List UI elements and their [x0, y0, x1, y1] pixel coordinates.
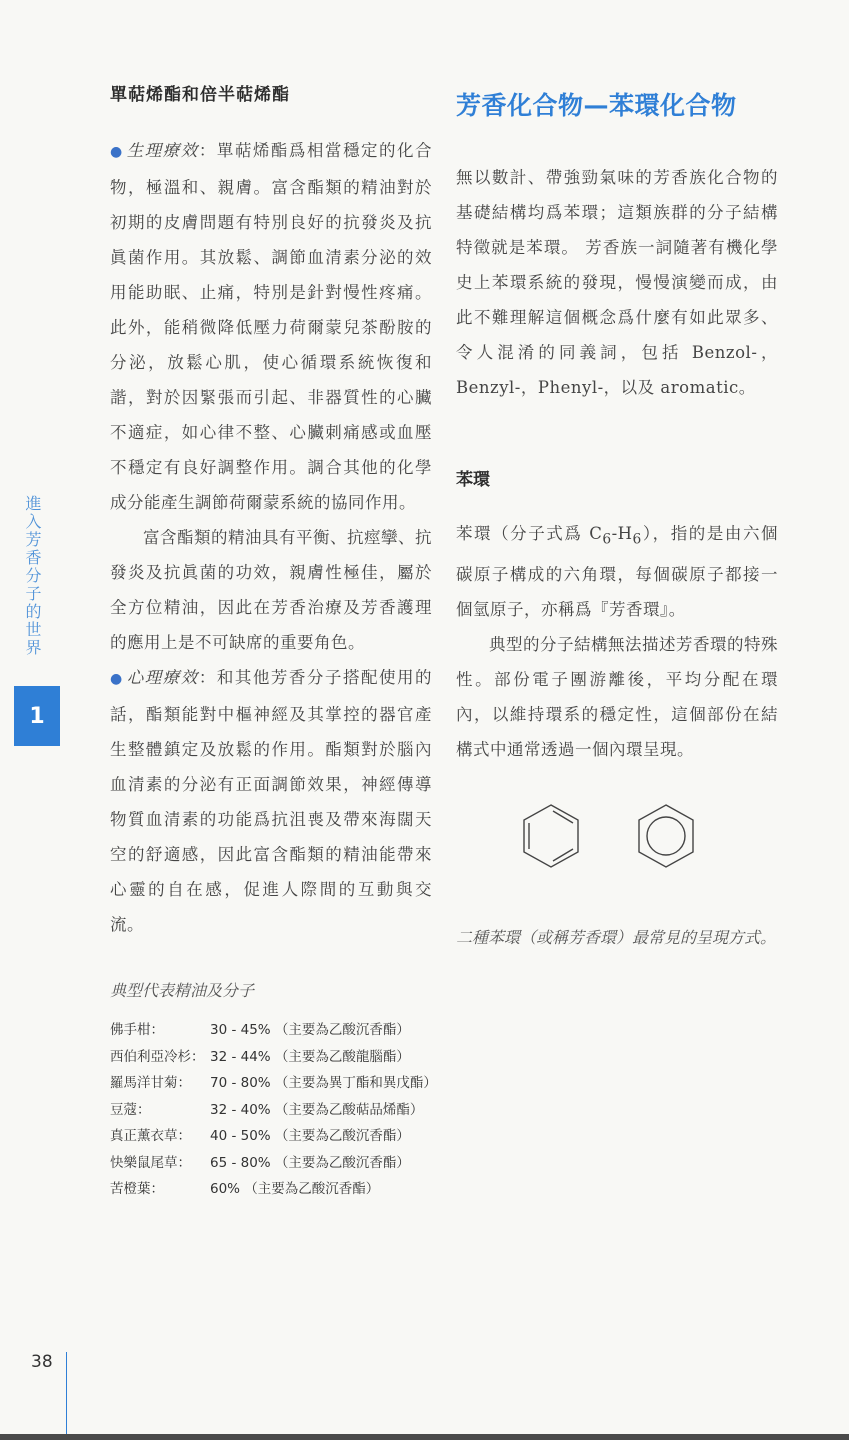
formula-text-c: ），指的是由六個碳原子構成的六角環，每個碳原子都接一個氫原子，亦稱爲『芳香環』。 [456, 524, 778, 620]
benzene-explanation: 典型的分子結構無法描述芳香環的特殊性。部份電子團游離後，平均分配在環內，以維持環系的穩定性，這個部份在結構式中通常透過一個內環呈現。 [456, 635, 778, 760]
list-item [110, 1097, 432, 1124]
page-title: 芳香化合物—苯環化合物 [456, 91, 737, 120]
physio-heading: 生理療效 [126, 141, 199, 160]
oil-value: 70 - 80% （主要為異丁酯和異戊酯） [210, 1075, 437, 1091]
psych-heading: 心理療效 [126, 668, 199, 687]
oil-name: 快樂鼠尾草： [110, 1154, 191, 1171]
aromatic-ring-icon [639, 805, 693, 867]
oil-name: 真正薰衣草： [110, 1128, 191, 1144]
list-item [110, 1017, 432, 1044]
oil-name: 佛手柑： [110, 1022, 164, 1038]
oil-name: 西伯利亞冷杉： [110, 1048, 205, 1065]
figure-caption: 二種苯環（或稱芳香環）最常見的呈現方式。 [456, 928, 777, 948]
formula-text-b: -H [611, 524, 633, 543]
page-bottom-edge [0, 1434, 849, 1440]
physio-body: ：單萜烯酯爲相當穩定的化合物，極溫和、親膚。富含酯類的精油對於初期的皮膚問題有特別良好的抗發炎及抗眞菌作用。其放鬆、調節血清素分泌的效用能助眠、止痛，特別是針對慢性疼痛。此外，能稍微降低壓力荷爾蒙兒茶酚胺的分泌，放鬆心肌，使心循環系統恢復和諧，對於因緊張而引起、非器質性的心臟不適症，如心律不整、心臟刺痛感或血壓不穩定有良好調整作用。調合其他的化學成分能產生調節荷爾蒙系統的協同作用。 [110, 141, 433, 512]
kekule-structure-icon [524, 805, 578, 867]
psych-paragraph [110, 660, 432, 942]
list-item [110, 1070, 437, 1097]
chapter-side-label: 進入芳香分子的世界 [23, 495, 42, 657]
oil-value: 60% （主要為乙酸沉香酯） [210, 1181, 380, 1197]
oil-list-title: 典型代表精油及分子 [110, 981, 255, 1000]
benzene-figure [516, 797, 716, 897]
benzene-definition [456, 516, 778, 627]
oil-value: 32 - 44% （主要為乙酸龍腦酯） [210, 1048, 410, 1065]
oil-value: 30 - 45% （主要為乙酸沉香酯） [210, 1022, 410, 1038]
oil-name: 羅馬洋甘菊： [110, 1075, 191, 1091]
chapter-number-tab: 1 [14, 686, 60, 746]
intro-paragraph: 無以數計、帶強勁氣味的芳香族化合物的基礎結構均爲苯環；這類族群的分子結構特徵就是苯環。 芳香族一詞隨著有機化學史上苯環系統的發現，慢慢演變而成，由此不難理解這個概念爲什麼有如此眾多、令人混淆的同義詞，包括 Benzol-， Benzyl-，Phenyl-，以及 aromatic。 [456, 168, 778, 397]
formula-subscript: 6 [632, 531, 642, 548]
right-column [456, 80, 778, 948]
section-title-benzene: 苯環 [456, 470, 490, 490]
page-number: 38 [31, 1352, 53, 1372]
oil-name: 豆蔻： [110, 1101, 151, 1118]
list-item [110, 1123, 432, 1150]
oil-name: 苦橙葉： [110, 1181, 164, 1197]
page-number-divider [66, 1352, 67, 1434]
list-item [110, 1150, 432, 1177]
physio-paragraph-2: 富含酯類的精油具有平衡、抗痙攣、抗發炎及抗眞菌的功效，親膚性極佳，屬於全方位精油，因此在芳香治療及芳香護理的應用上是不可缺席的重要角色。 [110, 528, 432, 652]
oil-value: 32 - 40% （主要為乙酸萜品烯酯） [210, 1101, 424, 1118]
psych-body: ：和其他芳香分子搭配使用的話，酯類能對中樞神經及其掌控的器官產生整體鎮定及放鬆的作用。酯類對於腦內血清素的分泌有正面調節效果，神經傳導物質血清素的功能爲抗沮喪及帶來海闊天空的舒適感，因此富含酯類的精油能帶來心靈的自在感，促進人際間的互動與交流。 [110, 668, 433, 934]
oil-value: 40 - 50% （主要為乙酸沉香酯） [210, 1128, 410, 1144]
formula-text-a: 苯環（分子式爲 C [456, 524, 603, 543]
oil-list [110, 1017, 437, 1203]
bullet-icon: ● [110, 144, 124, 160]
formula-subscript: 6 [602, 531, 612, 548]
left-column [110, 80, 437, 1203]
bullet-icon: ● [110, 671, 124, 687]
list-item [110, 1044, 432, 1071]
section-title-esters: 單萜烯酯和倍半萜烯酯 [110, 85, 290, 105]
physio-paragraph [110, 133, 432, 520]
list-item [110, 1176, 432, 1203]
oil-value: 65 - 80% （主要為乙酸沉香酯） [210, 1154, 410, 1171]
